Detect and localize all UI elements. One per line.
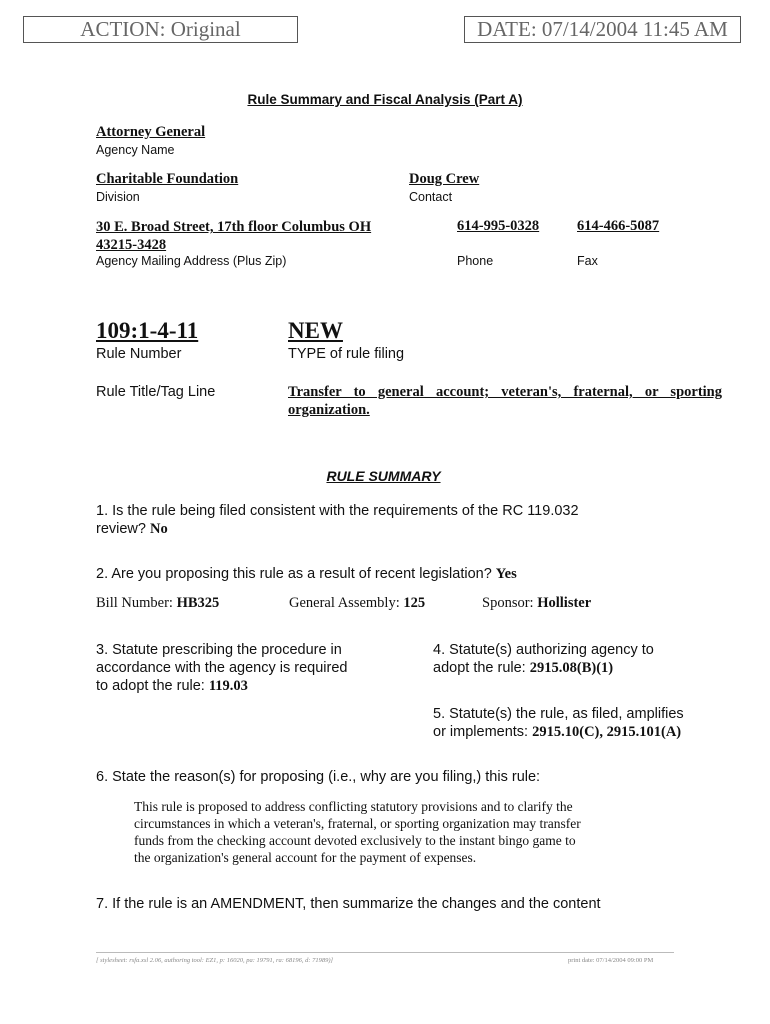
footer-stylesheet-info: [ stylesheet: rsfa.xsl 2.06, authoring tool: EZ1, p: 16020, pa: 19791, ra: 68196, d: 71989)] [96,957,334,964]
question-6-answer-line-3: funds from the checking account devoted exclusively to the instant bingo game to [134,833,576,848]
question-5-line-2: or implements: [433,724,529,740]
agency-name-value: Attorney General [96,124,206,140]
bill-number-label: Bill Number: [96,595,173,611]
footer-print-date: print date: 07/14/2004 09:00 PM [568,957,654,964]
question-4-line-1: 4. Statute(s) authorizing agency to [433,642,654,658]
sponsor-value: Hollister [537,595,592,611]
question-6-answer-line-1: This rule is proposed to address conflicting statutory provisions and to clarify the [134,799,573,814]
question-6-answer-line-2: circumstances in which a veteran's, fraternal, or sporting organization may transfer [134,816,581,831]
question-2 [96,565,517,583]
general-assembly-label: General Assembly: [289,595,400,611]
division-value: Charitable Foundation [96,171,239,187]
address-value [96,218,371,254]
question-2-text: 2. Are you proposing this rule as a result of recent legislation? [96,566,492,582]
general-assembly-value: 125 [403,595,426,611]
question-1 [96,502,579,538]
action-text: ACTION: Original [80,17,241,41]
question-3-line-1: 3. Statute prescribing the procedure in [96,642,342,658]
general-assembly [289,595,425,612]
question-6-text: 6. State the reason(s) for proposing (i.e., why are you filing,) this rule: [96,769,541,785]
agency-name-label: Agency Name [96,143,175,157]
question-6-answer [134,798,581,866]
rule-title-line-1: Transfer to general account; veteran's, fraternal, or sporting [288,384,722,400]
question-4-line-2: adopt the rule: [433,660,526,676]
question-2-answer: Yes [495,566,517,582]
division-label: Division [96,190,140,204]
rule-title-label: Rule Title/Tag Line [96,384,216,400]
question-5 [433,705,684,741]
phone-label: Phone [457,254,494,268]
fax-label: Fax [577,254,598,268]
question-7-text: 7. If the rule is an AMENDMENT, then summarize the changes and the content [96,896,601,912]
rule-number-label: Rule Number [96,346,182,362]
address-label: Agency Mailing Address (Plus Zip) [96,254,287,268]
date-text: DATE: 07/14/2004 11:45 AM [477,17,728,41]
contact-label: Contact [409,190,453,204]
question-3-answer: 119.03 [208,678,248,694]
rule-summary-heading: RULE SUMMARY [326,468,441,484]
question-1-line-2: review? [96,521,146,537]
fax-value: 614-466-5087 [577,218,660,234]
question-3-line-2: accordance with the agency is required [96,660,348,676]
sponsor [482,595,591,612]
rule-number-value: 109:1-4-11 [96,318,199,343]
phone-value: 614-995-0328 [457,218,540,234]
rule-title-line-2: organization. [288,402,370,418]
question-6-answer-line-4: the organization's general account for the payment of expenses. [134,850,477,865]
bill-number-value: HB325 [176,595,220,611]
rule-type-label: TYPE of rule filing [288,346,405,362]
question-3-line-3: to adopt the rule: [96,678,205,694]
address-line-2: 43215-3428 [96,237,167,253]
question-4-answer: 2915.08(B)(1) [529,660,614,676]
question-4 [433,641,654,677]
question-3 [96,641,347,695]
address-line-1: 30 E. Broad Street, 17th floor Columbus OH [96,219,372,235]
question-5-answer: 2915.10(C), 2915.101(A) [532,724,682,740]
page-title: Rule Summary and Fiscal Analysis (Part A) [247,92,523,107]
sponsor-label: Sponsor: [482,595,534,611]
question-1-line-1: 1. Is the rule being filed consistent with the requirements of the RC 119.032 [96,503,579,519]
footer-divider [96,952,674,953]
rule-type-value: NEW [288,318,343,343]
question-1-answer: No [150,521,168,537]
contact-value: Doug Crew [409,171,480,187]
rule-title-value [288,383,722,419]
bill-number [96,595,219,612]
action-box [23,16,298,43]
question-5-line-1: 5. Statute(s) the rule, as filed, amplifies [433,706,684,722]
date-box [464,16,741,43]
